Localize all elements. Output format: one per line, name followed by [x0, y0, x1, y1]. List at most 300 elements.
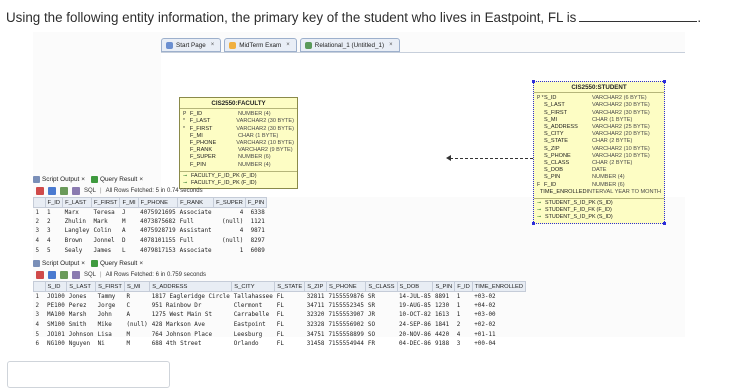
table-cell[interactable]: 7155552345 — [328, 302, 364, 309]
table-cell[interactable]: 1 — [456, 312, 461, 319]
table-cell[interactable]: 2 — [47, 218, 51, 225]
table-cell[interactable]: 1230 — [434, 302, 450, 309]
table-cell[interactable]: 7155554944 — [328, 341, 364, 348]
table-cell[interactable]: 7155556902 — [328, 322, 364, 329]
attribute-flag: * — [183, 125, 185, 132]
constraint-name: STUDENT_F_ID_FK (F_ID) — [545, 207, 612, 214]
table-cell[interactable]: John — [97, 312, 112, 319]
attribute-name: TIME_ENROLLED — [539, 188, 587, 195]
editor-tab-bar — [161, 38, 400, 52]
entity-attribute[interactable] — [183, 154, 294, 161]
row-number: 4 — [35, 322, 40, 329]
entity-constraint[interactable] — [183, 173, 294, 180]
table-cell[interactable]: +00-04 — [474, 341, 496, 348]
table-cell[interactable]: FR — [367, 341, 375, 348]
close-icon[interactable]: × — [286, 42, 290, 48]
attribute-name: F_PHONE — [189, 140, 217, 147]
table-cell[interactable]: Eastpoint — [233, 322, 266, 329]
table-row[interactable] — [34, 320, 526, 330]
column-header[interactable]: S_DOB — [397, 282, 433, 292]
table-cell[interactable]: Tammy — [97, 293, 116, 300]
attribute-name: F_MI — [190, 132, 203, 139]
entity-constraint[interactable] — [537, 207, 661, 214]
column-header[interactable]: F_ID — [455, 282, 473, 292]
relationship-line — [450, 158, 533, 159]
column-header[interactable]: S_ID — [45, 282, 67, 292]
table-cell[interactable]: L — [121, 247, 126, 254]
question-text — [6, 10, 728, 25]
table-cell[interactable]: M — [126, 331, 130, 338]
table-cell[interactable]: Lisa — [97, 331, 112, 338]
table-cell[interactable]: +01-11 — [474, 331, 496, 338]
table-cell[interactable]: Teresa — [93, 209, 115, 216]
constraint-name: STUDENT_S_ID_PK (S_ID) — [545, 200, 613, 207]
table-cell[interactable]: 1613 — [434, 312, 450, 319]
row-number: 2 — [35, 218, 40, 225]
table-cell[interactable]: Associate — [179, 209, 212, 216]
table-cell[interactable]: 04-DEC-86 — [399, 341, 431, 348]
table-cell[interactable]: 32320 — [306, 312, 325, 319]
refresh-icon[interactable] — [60, 271, 68, 279]
table-cell[interactable]: FL — [276, 302, 284, 309]
attribute-type: VARCHAR2 (30 BYTE) — [236, 125, 294, 132]
entity-attribute[interactable] — [537, 131, 661, 138]
table-cell[interactable]: J — [121, 209, 126, 216]
entity-attribute[interactable] — [183, 118, 294, 125]
table-row[interactable] — [34, 311, 526, 321]
entity-attribute[interactable] — [537, 102, 661, 109]
table-cell[interactable]: Mark — [93, 218, 108, 225]
table-cell[interactable]: 19-AUG-85 — [399, 302, 431, 309]
table-cell[interactable]: 4 — [47, 238, 51, 245]
refresh-icon[interactable] — [60, 187, 68, 195]
entity-attribute[interactable] — [183, 133, 294, 140]
attribute-name: F_FIRST — [189, 125, 213, 132]
attribute-type: DATE — [592, 167, 607, 174]
table-cell[interactable]: Jonnel — [93, 238, 115, 245]
key-icon: ⊸ — [537, 200, 542, 207]
tab-script-output[interactable] — [33, 260, 85, 267]
table-cell[interactable]: FL — [276, 322, 284, 329]
tab-label: Query Result — [100, 259, 138, 267]
table-cell[interactable]: 428 Markson Ave — [151, 322, 205, 329]
table-cell[interactable]: Jorge — [97, 302, 116, 309]
table-row[interactable] — [34, 339, 526, 349]
table-cell[interactable]: 4078101155 — [140, 238, 176, 245]
table-cell[interactable]: 4073875682 — [140, 218, 176, 225]
table-cell[interactable]: 1 — [47, 209, 51, 216]
table-cell[interactable]: SR — [367, 302, 375, 309]
entity-attribute[interactable] — [537, 146, 661, 153]
table-cell[interactable]: 4 — [456, 331, 461, 338]
entity-attribute[interactable] — [183, 111, 294, 118]
entity-constraint[interactable] — [537, 214, 661, 221]
faculty-entity[interactable] — [179, 97, 298, 189]
table-row[interactable] — [34, 246, 267, 256]
table-cell[interactable]: Mike — [97, 322, 112, 329]
table-cell[interactable]: R — [126, 293, 130, 300]
table-cell[interactable]: D — [121, 238, 126, 245]
table-cell[interactable]: +03-02 — [474, 293, 496, 300]
table-cell[interactable]: 2 — [456, 322, 461, 329]
close-icon[interactable]: × — [81, 175, 86, 183]
entity-attribute[interactable] — [537, 110, 661, 117]
answer-input[interactable] — [7, 361, 170, 388]
fetch-status: All Rows Fetched: 5 in 0.74 seconds — [105, 187, 203, 194]
table-cell[interactable]: SO — [367, 331, 375, 338]
table-cell[interactable]: 1817 Eagleridge Circle — [151, 293, 230, 300]
table-cell[interactable]: 688 4th Street — [151, 341, 202, 348]
student-entity[interactable] — [533, 81, 665, 224]
table-cell[interactable]: Full — [179, 218, 194, 225]
attribute-name: S_DOB — [544, 167, 563, 174]
table-cell[interactable]: Associate — [179, 247, 212, 254]
column-header[interactable]: TIME_ENROLLED — [472, 282, 525, 292]
attribute-name: S_CLASS — [544, 160, 570, 167]
tab-query-result[interactable] — [91, 176, 143, 183]
table-cell[interactable]: 6338 — [250, 209, 265, 216]
entity-attribute[interactable] — [537, 95, 661, 102]
column-header[interactable]: S_ADDRESS — [150, 282, 232, 292]
column-header[interactable]: S_FIRST — [96, 282, 125, 292]
result-toolbar — [33, 185, 203, 196]
attribute-type: VARCHAR2 (30 BYTE) — [592, 102, 650, 109]
key-icon: ⊸ — [183, 180, 188, 187]
table-cell[interactable]: SO — [367, 322, 375, 329]
table-cell[interactable]: 7155559876 — [328, 293, 364, 300]
entity-attribute[interactable] — [537, 138, 661, 145]
attribute-type: CHAR (2 BYTE) — [592, 138, 633, 145]
attribute-type: VARCHAR2 (10 BYTE) — [236, 140, 294, 147]
column-header[interactable]: S_STATE — [275, 282, 305, 292]
tab-label: Query Result — [100, 175, 138, 183]
entity-constraints — [534, 198, 664, 223]
separator: | — [100, 187, 102, 194]
row-number: 2 — [35, 302, 40, 309]
table-cell[interactable]: Langley — [64, 228, 90, 235]
table-cell[interactable]: M — [126, 341, 130, 348]
table-header-row — [34, 198, 267, 208]
attribute-name: S_STATE — [544, 138, 569, 145]
table-cell[interactable]: Tallahassee — [233, 293, 273, 300]
key-icon: ⊸ — [537, 207, 542, 214]
row-number: 3 — [35, 312, 40, 319]
column-header[interactable]: S_ZIP — [305, 282, 327, 292]
table-cell[interactable]: Leesburg — [233, 331, 263, 338]
entity-attribute[interactable] — [183, 147, 294, 154]
attribute-flag: P * — [537, 95, 544, 102]
table-cell[interactable]: 10-OCT-82 — [399, 312, 431, 319]
table-cell[interactable]: MA100 — [47, 312, 65, 319]
tab-relational-model[interactable] — [300, 38, 400, 52]
table-cell[interactable]: 764 Johnson Place — [151, 331, 213, 338]
column-header[interactable]: S_PHONE — [326, 282, 365, 292]
tab-label: Relational_1 (Untitled_1) — [314, 41, 385, 49]
table-cell[interactable]: Sealy — [64, 247, 83, 254]
table-cell[interactable]: Smith — [68, 322, 87, 329]
table-cell[interactable]: (null) — [126, 322, 148, 329]
entity-attribute[interactable] — [537, 160, 661, 167]
table-cell[interactable]: Clermont — [233, 302, 263, 309]
column-header[interactable]: F_MI — [120, 198, 138, 208]
table-cell[interactable]: 1 — [456, 302, 461, 309]
table-cell[interactable]: FL — [276, 341, 284, 348]
sql-icon[interactable] — [72, 271, 80, 279]
close-icon[interactable]: × — [81, 259, 86, 267]
table-cell[interactable]: JO100 — [47, 293, 65, 300]
attribute-flag — [537, 102, 544, 109]
table-cell[interactable]: (null) — [222, 218, 244, 225]
table-cell[interactable]: 951 Rainbow Dr — [151, 302, 202, 309]
table-row[interactable] — [34, 301, 526, 311]
sql-label: SQL — [84, 271, 97, 278]
print-icon[interactable] — [48, 187, 56, 195]
student-result-table[interactable] — [33, 281, 526, 349]
attribute-type: VARCHAR2 (6 BYTE) — [592, 95, 647, 102]
table-cell[interactable]: Colin — [93, 228, 112, 235]
tab-script-output[interactable] — [33, 176, 85, 183]
table-cell[interactable]: +03-00 — [474, 312, 496, 319]
table-cell[interactable]: 4 — [239, 228, 244, 235]
tab-midterm-exam[interactable] — [224, 38, 297, 52]
pin-icon[interactable] — [36, 271, 44, 279]
table-cell[interactable]: NG100 — [47, 341, 65, 348]
entity-attribute[interactable] — [183, 126, 294, 133]
table-cell[interactable]: 32811 — [306, 293, 325, 300]
table-cell[interactable]: A — [121, 228, 126, 235]
column-header[interactable]: F_FIRST — [91, 198, 120, 208]
table-cell[interactable]: 14-JUL-85 — [399, 293, 431, 300]
table-row[interactable] — [34, 292, 526, 302]
row-number: 4 — [35, 238, 40, 245]
column-header[interactable]: F_LAST — [63, 198, 92, 208]
table-cell[interactable]: 4420 — [434, 331, 450, 338]
table-cell[interactable]: 5 — [47, 247, 51, 254]
table-cell[interactable]: 6089 — [250, 247, 265, 254]
attribute-name: S_CITY — [544, 131, 564, 138]
table-cell[interactable]: 9188 — [434, 341, 450, 348]
attribute-flag: * — [183, 118, 185, 125]
tab-label: Script Output — [42, 175, 80, 183]
row-number: 1 — [35, 293, 40, 300]
table-cell[interactable]: Full — [179, 238, 194, 245]
table-cell[interactable]: Assistant — [179, 228, 212, 235]
table-cell[interactable]: Marx — [64, 209, 79, 216]
entity-attribute[interactable] — [537, 153, 661, 160]
pin-icon[interactable] — [36, 187, 44, 195]
resize-handle[interactable] — [532, 222, 535, 225]
table-cell[interactable]: SM100 — [47, 322, 65, 329]
entity-attribute[interactable] — [537, 117, 661, 124]
table-cell[interactable]: 1121 — [250, 218, 265, 225]
table-cell[interactable]: 24-SEP-86 — [399, 322, 431, 329]
entity-attribute[interactable] — [537, 174, 661, 181]
column-header[interactable]: S_MI — [124, 282, 149, 292]
answer-blank-line — [579, 11, 697, 22]
entity-title: CIS2550:FACULTY — [180, 98, 297, 109]
entity-attribute[interactable] — [183, 140, 294, 147]
separator: | — [100, 271, 102, 278]
table-cell[interactable]: Carrabelle — [233, 312, 270, 319]
result-toolbar-2 — [33, 269, 206, 280]
table-cell[interactable]: James — [93, 247, 112, 254]
resize-handle[interactable] — [663, 222, 666, 225]
attribute-type: NUMBER (4) — [238, 161, 271, 168]
attribute-flag — [537, 160, 544, 167]
table-cell[interactable]: FL — [276, 293, 284, 300]
attribute-type: CHAR (2 BYTE) — [592, 160, 633, 167]
attribute-flag — [537, 110, 544, 117]
entity-attribute[interactable] — [537, 189, 661, 196]
table-row[interactable] — [34, 217, 267, 227]
column-header[interactable]: S_CITY — [232, 282, 275, 292]
table-cell[interactable]: +02-02 — [474, 322, 496, 329]
attribute-flag — [537, 153, 544, 160]
attribute-flag — [183, 162, 190, 169]
column-header[interactable]: F_ID — [45, 198, 63, 208]
tab-start-page[interactable] — [161, 38, 221, 52]
table-cell[interactable]: Perez — [68, 302, 87, 309]
attribute-name: F_PIN — [190, 161, 206, 168]
table-cell[interactable]: Zhulin — [64, 218, 86, 225]
entity-attribute[interactable] — [537, 167, 661, 174]
entity-attributes — [180, 109, 297, 171]
resize-handle[interactable] — [663, 80, 666, 83]
table-cell[interactable]: 4075928719 — [140, 228, 176, 235]
attribute-type: CHAR (1 BYTE) — [592, 116, 633, 123]
table-cell[interactable]: FL — [276, 331, 284, 338]
print-icon[interactable] — [48, 271, 56, 279]
faculty-result-table[interactable] — [33, 197, 267, 255]
table-cell[interactable]: M — [121, 218, 126, 225]
attribute-name: S_ADDRESS — [544, 124, 578, 131]
constraint-name: FACULTY_F_ID_PK (F_ID) — [191, 172, 257, 179]
table-cell[interactable]: 7155553907 — [328, 312, 364, 319]
table-cell[interactable]: Marsh — [68, 312, 87, 319]
table-cell[interactable]: 8891 — [434, 293, 450, 300]
table-cell[interactable]: 4079817153 — [140, 247, 176, 254]
key-icon: ⊸ — [183, 172, 188, 179]
table-cell[interactable]: Ni — [97, 341, 105, 348]
tab-label: Script Output — [42, 259, 80, 267]
attribute-name: F_RANK — [190, 147, 213, 154]
attribute-type: NUMBER (6) — [592, 181, 625, 188]
table-cell[interactable]: 31458 — [306, 341, 325, 348]
table-cell[interactable]: Brown — [64, 238, 83, 245]
table-row[interactable] — [34, 208, 267, 218]
attribute-flag — [537, 146, 544, 153]
row-number-header — [34, 282, 46, 292]
attribute-flag — [183, 154, 190, 161]
table-cell[interactable]: FL — [276, 312, 284, 319]
attribute-name: S_LAST — [544, 102, 565, 109]
table-cell[interactable]: JO101 — [47, 331, 65, 338]
row-number: 5 — [35, 331, 40, 338]
script-output-icon — [33, 176, 40, 183]
sql-icon[interactable] — [72, 187, 80, 195]
attribute-name: S_MI — [544, 116, 558, 123]
attribute-flag — [537, 124, 544, 131]
table-cell[interactable]: 34711 — [306, 302, 325, 309]
attribute-flag: P — [183, 111, 187, 118]
table-cell[interactable]: Orlando — [233, 341, 259, 348]
column-header[interactable]: F_PHONE — [138, 198, 177, 208]
table-cell[interactable]: 20-NOV-86 — [399, 331, 431, 338]
attribute-name: S_ID — [544, 95, 557, 102]
tab-query-result[interactable] — [91, 260, 143, 267]
table-cell[interactable]: 32328 — [306, 322, 325, 329]
question-trailing: . — [697, 10, 702, 25]
output-panel-tabs — [33, 173, 143, 185]
column-header[interactable]: S_PIN — [433, 282, 455, 292]
table-cell[interactable]: 8297 — [250, 238, 265, 245]
table-cell[interactable]: 4075921695 — [140, 209, 176, 216]
table-cell[interactable]: Nguyen — [68, 341, 91, 348]
tab-label: Start Page — [176, 41, 206, 49]
close-icon[interactable]: × — [210, 42, 215, 48]
table-cell[interactable]: 3 — [47, 228, 51, 235]
table-cell[interactable]: SR — [367, 293, 375, 300]
table-cell[interactable]: 1 — [456, 293, 461, 300]
table-cell[interactable]: Johnson — [68, 331, 94, 338]
table-cell[interactable]: PE100 — [47, 302, 65, 309]
script-output-icon — [33, 260, 40, 267]
table-cell[interactable]: 9871 — [250, 228, 265, 235]
table-cell[interactable]: C — [126, 302, 130, 309]
table-cell[interactable]: 1841 — [434, 322, 450, 329]
table-cell[interactable]: 3 — [456, 341, 461, 348]
table-row[interactable] — [34, 227, 267, 237]
fetch-status: All Rows Fetched: 6 in 0.759 seconds — [105, 271, 206, 278]
entity-attribute[interactable] — [537, 124, 661, 131]
entity-attribute[interactable] — [183, 162, 294, 169]
table-cell[interactable]: +04-02 — [474, 302, 496, 309]
column-header[interactable]: F_PIN — [245, 198, 266, 208]
attribute-name: S_PHONE — [544, 152, 571, 159]
table-cell[interactable]: A — [126, 312, 130, 319]
resize-handle[interactable] — [532, 80, 535, 83]
column-header[interactable]: S_CLASS — [366, 282, 397, 292]
close-icon[interactable]: × — [139, 175, 144, 183]
column-header[interactable]: F_RANK — [178, 198, 214, 208]
attribute-type: VARCHAR2 (20 BYTE) — [592, 131, 650, 138]
table-cell[interactable]: Jones — [68, 293, 87, 300]
row-number: 5 — [35, 247, 40, 254]
close-icon[interactable]: × — [139, 259, 144, 267]
table-cell[interactable]: 1275 West Main St — [151, 312, 213, 319]
table-cell[interactable]: JR — [367, 312, 375, 319]
column-header[interactable]: S_LAST — [67, 282, 96, 292]
entity-constraint[interactable] — [537, 200, 661, 207]
row-number: 3 — [35, 228, 40, 235]
row-number: 6 — [35, 341, 40, 348]
table-cell[interactable]: 1 — [239, 247, 244, 254]
table-cell[interactable]: 34751 — [306, 331, 325, 338]
table-row[interactable] — [34, 330, 526, 340]
table-cell[interactable]: 7155558899 — [328, 331, 364, 338]
table-cell[interactable]: 4 — [239, 209, 244, 216]
table-cell[interactable]: (null) — [222, 238, 244, 245]
output-panel-tabs-2 — [33, 257, 143, 269]
attribute-name: S_PIN — [544, 174, 561, 181]
attribute-name: F_LAST — [189, 118, 211, 125]
table-row[interactable] — [34, 236, 267, 246]
attribute-type: INTERVAL YEAR TO MONTH — [586, 188, 661, 195]
entity-attribute[interactable] — [537, 182, 661, 189]
close-icon[interactable]: × — [389, 42, 393, 48]
attribute-flag — [537, 131, 544, 138]
column-header[interactable]: F_SUPER — [214, 198, 246, 208]
